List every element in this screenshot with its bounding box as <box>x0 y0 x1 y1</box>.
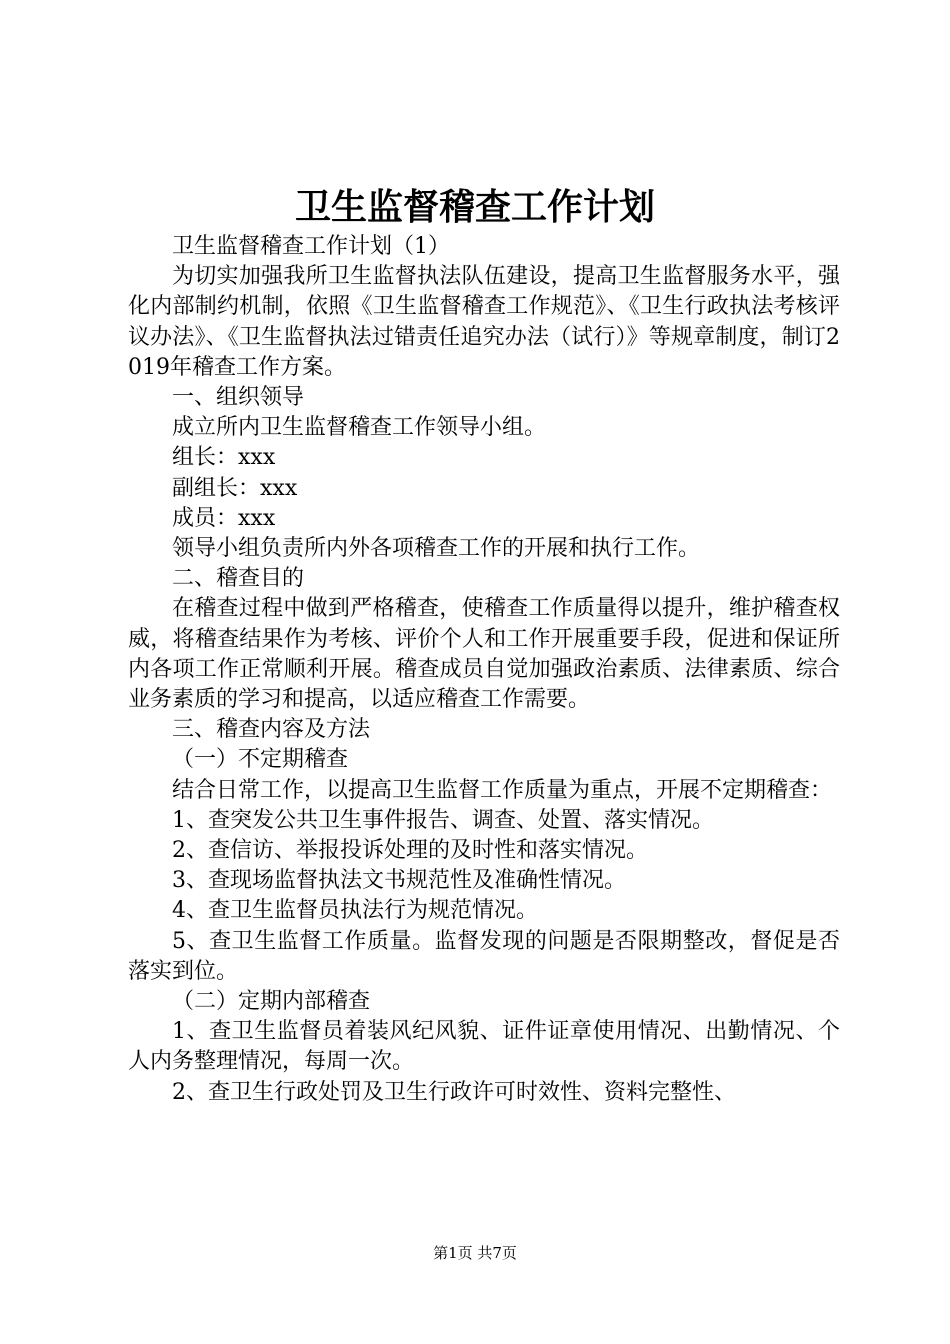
page-footer: 第1页 共7页 <box>433 1244 517 1262</box>
paragraph: 副组长：xxx <box>172 475 298 501</box>
document-title: 卫生监督稽查工作计划 <box>294 186 655 228</box>
list-item: 3、查现场监督执法文书规范性及准确性情况。 <box>172 868 626 894</box>
paragraph: 领导小组负责所内外各项稽查工作的开展和执行工作。 <box>172 536 701 562</box>
list-item: 2、查信访、举报投诉处理的及时性和落实情况。 <box>172 838 648 864</box>
subsection-heading: （一）不定期稽查 <box>172 747 349 773</box>
paragraph: 结合日常工作，以提高卫生监督工作质量为重点，开展不定期稽查： <box>172 777 833 803</box>
section-heading: 二、稽查目的 <box>172 566 305 592</box>
paragraph: 组长：xxx <box>172 445 276 471</box>
list-item: 1、查突发公共卫生事件报告、调查、处置、落实情况。 <box>172 807 714 833</box>
paragraph: 成立所内卫生监督稽查工作领导小组。 <box>172 415 547 441</box>
paragraph: 卫生监督稽查工作计划（1） <box>172 234 450 259</box>
list-item: 1、查卫生监督员着装风纪风貌、证件证章使用情况、出勤情况、个人内务整理情况，每周一次。 <box>128 1019 840 1075</box>
paragraph: 成员：xxx <box>172 505 276 531</box>
section-heading: 三、稽查内容及方法 <box>172 717 371 743</box>
paragraph: 在稽查过程中做到严格稽查，使稽查工作质量得以提升，维护稽查权威，将稽查结果作为考核、评价个人和工作开展重要手段，促进和保证所内各项工作正常顺利开展。稽查成员自觉加强政治素质、法律素质、综合业务素质的学习和提高，以适应稽查工作需要。 <box>128 596 840 713</box>
paragraph: 为切实加强我所卫生监督执法队伍建设，提高卫生监督服务水平，强化内部制约机制，依照《卫生监督稽查工作规范》、《卫生行政执法考核评议办法》、《卫生监督执法过错责任追究办法（试行）》等规章制度，制订2019年稽查工作方案。 <box>128 264 840 380</box>
list-item: 4、查卫生监督员执法行为规范情况。 <box>172 898 538 924</box>
document-body <box>128 232 840 1108</box>
subsection-heading: （二）定期内部稽查 <box>172 989 371 1015</box>
section-heading: 一、组织领导 <box>172 385 305 411</box>
list-item: 2、查卫生行政处罚及卫生行政许可时效性、资料完整性、 <box>172 1079 736 1105</box>
list-item: 5、查卫生监督工作质量。监督发现的问题是否限期整改，督促是否落实到位。 <box>128 928 840 984</box>
